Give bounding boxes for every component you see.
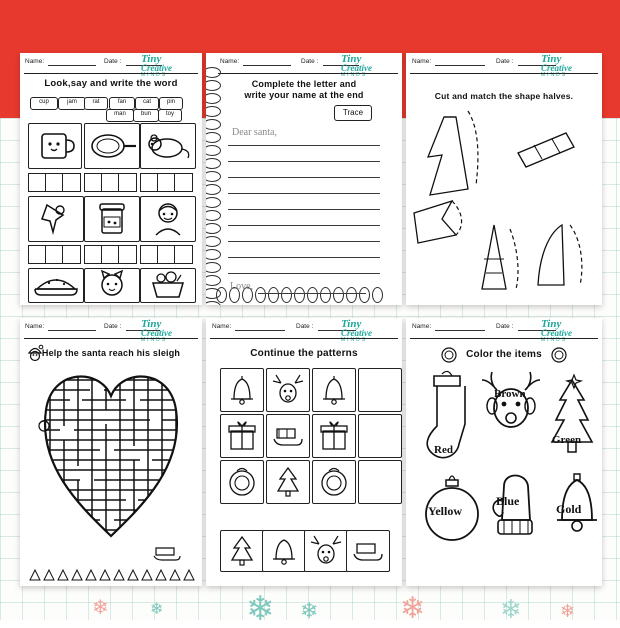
brand-line2: Creative: [541, 63, 572, 73]
bell-icon: [313, 369, 355, 411]
writing-line[interactable]: [228, 209, 380, 210]
name-line[interactable]: [435, 330, 485, 331]
snowflake-icon: ❄: [92, 597, 109, 619]
answer-cell[interactable]: [62, 173, 81, 192]
pattern-cell: [312, 414, 356, 458]
pattern-cell: [266, 460, 310, 504]
sleigh-icon: [267, 415, 309, 457]
gift-icon: [313, 415, 355, 457]
worksheet-continue-the-patterns[interactable]: [206, 318, 402, 586]
spiral-binding: [206, 67, 219, 305]
brand-line3: MINDS: [341, 337, 368, 343]
mug-icon: [29, 124, 81, 168]
brand-line3: MINDS: [141, 72, 168, 78]
answer-cell[interactable]: [118, 173, 137, 192]
pattern-answer-cell[interactable]: [358, 414, 402, 458]
trace-button-label: Trace: [342, 108, 364, 117]
date-label: Date :: [296, 323, 314, 330]
writing-line[interactable]: [228, 161, 380, 162]
brand-line1: Tiny: [141, 318, 162, 330]
bun-icon: [29, 269, 83, 302]
snowflake-icon: ❄: [500, 594, 522, 624]
picture-box: [140, 268, 196, 303]
answer-cell[interactable]: [174, 173, 193, 192]
candy-cane-half-shape: [518, 133, 574, 167]
worksheet-cut-and-match[interactable]: [406, 53, 602, 305]
picture-box: [84, 268, 140, 303]
cutout-cell[interactable]: [304, 530, 348, 572]
name-line[interactable]: [48, 330, 96, 331]
writing-line[interactable]: [228, 257, 380, 258]
jam-jar-icon: [85, 197, 139, 241]
pattern-cell: [266, 414, 310, 458]
color-label: Green: [552, 434, 582, 446]
picture-box: [140, 196, 196, 242]
pin-icon: [29, 197, 83, 241]
sleigh-icon: [347, 531, 389, 571]
writing-line[interactable]: [228, 225, 380, 226]
trace-button[interactable]: [334, 105, 372, 121]
color-label: Yellow: [428, 504, 462, 518]
word-chip[interactable]: man: [106, 109, 134, 122]
pattern-cell: [220, 460, 264, 504]
brand-logo: [341, 320, 399, 346]
brand-logo: [541, 320, 599, 346]
picture-box: [140, 123, 196, 169]
brand-line2: Creative: [141, 63, 172, 73]
brand-line1: Tiny: [341, 53, 362, 65]
wreath-icon: [221, 461, 263, 503]
wreath-icon: [550, 346, 568, 364]
cut-and-match-shapes: [406, 109, 602, 301]
rat-icon: [141, 124, 195, 168]
worksheet-title: Help the santa reach his sleigh: [41, 348, 181, 358]
mitten-icon: [486, 468, 544, 554]
snowflake-icon: ❄: [400, 592, 426, 625]
brand-logo: [541, 55, 599, 81]
writing-line[interactable]: [228, 145, 380, 146]
name-line[interactable]: [235, 330, 285, 331]
name-line[interactable]: [243, 65, 291, 66]
name-label: Name:: [412, 323, 432, 330]
pan-icon: [85, 124, 139, 168]
date-label: Date :: [301, 58, 319, 65]
color-label: Red: [434, 444, 453, 456]
snowflake-icon: ❄: [150, 601, 164, 618]
name-label: Name:: [412, 58, 432, 65]
cutout-cell[interactable]: [220, 530, 264, 572]
bell-half-shape: [538, 225, 582, 285]
writing-line[interactable]: [228, 273, 380, 274]
toy-basket-icon: [141, 269, 195, 302]
brand-line1: Tiny: [541, 53, 562, 65]
writing-line[interactable]: [228, 193, 380, 194]
name-line[interactable]: [48, 65, 96, 66]
color-label: Brown: [494, 388, 526, 400]
brand-line3: MINDS: [541, 72, 568, 78]
date-label: Date :: [496, 58, 514, 65]
word-chip[interactable]: jam: [58, 97, 86, 110]
word-chip[interactable]: pin: [159, 97, 183, 110]
bottom-decoration: [24, 566, 198, 582]
worksheet-letter-to-santa[interactable]: [206, 53, 402, 305]
answer-cell[interactable]: [118, 245, 137, 264]
name-label: Name:: [25, 323, 45, 330]
name-label: Name:: [212, 323, 232, 330]
word-chip[interactable]: rat: [84, 97, 108, 110]
tree-half-left-shape: [428, 111, 478, 195]
brand-line2: Creative: [141, 328, 172, 338]
tree-half-small-shape: [482, 225, 518, 289]
worksheet-title: Color the items: [466, 349, 542, 360]
brand-line1: Tiny: [341, 318, 362, 330]
answer-cell[interactable]: [174, 245, 193, 264]
pattern-answer-cell[interactable]: [358, 368, 402, 412]
name-label: Name:: [220, 58, 240, 65]
writing-line[interactable]: [228, 241, 380, 242]
picture-box: [84, 123, 140, 169]
color-label: Gold: [556, 502, 582, 516]
pattern-cell: [312, 460, 356, 504]
brand-line1: Tiny: [541, 318, 562, 330]
brand-line1: Tiny: [141, 53, 162, 65]
name-line[interactable]: [435, 65, 485, 66]
picture-box: [28, 268, 84, 303]
tree-icon: [267, 461, 309, 503]
word-chip[interactable]: cat: [135, 97, 159, 110]
salutation-text: Dear santa,: [232, 127, 277, 138]
word-chip[interactable]: toy: [158, 109, 182, 122]
snowflake-icon: ❄: [560, 601, 576, 621]
star-half-shape: [414, 201, 462, 243]
maze: [30, 366, 192, 551]
pattern-cell: [220, 414, 264, 458]
brand-line2: Creative: [541, 328, 572, 338]
worksheet-title-line1: Complete the letter and: [251, 79, 357, 89]
brand-line3: MINDS: [341, 72, 368, 78]
writing-line[interactable]: [228, 177, 380, 178]
bell-icon: [263, 531, 305, 571]
tree-icon: [221, 531, 263, 571]
brand-logo: [341, 55, 399, 81]
wreath-icon: [313, 461, 355, 503]
signature-line[interactable]: [258, 293, 366, 294]
gift-icon: [221, 415, 263, 457]
word-chip[interactable]: cup: [30, 97, 58, 110]
brand-line2: Creative: [341, 63, 372, 73]
pattern-cell: [312, 368, 356, 412]
closing-text: Love,: [230, 281, 254, 292]
snowflake-icon: ❄: [300, 598, 319, 623]
worksheet-title: Cut and match the shape halves.: [434, 91, 574, 101]
worksheet-write-the-word[interactable]: [20, 53, 202, 305]
snowflake-icon: ❄: [246, 590, 275, 628]
pattern-cell: [266, 368, 310, 412]
brand-line2: Creative: [341, 328, 372, 338]
man-icon: [141, 197, 195, 241]
worksheet-title: Look,say and write the word: [44, 78, 178, 89]
worksheet-title: Continue the patterns: [250, 348, 358, 359]
worksheet-title-line2: write your name at the end: [244, 90, 364, 100]
brand-logo: [141, 320, 199, 346]
bell-icon: [221, 369, 263, 411]
santa-start-icon: [36, 418, 52, 434]
cat-icon: [85, 269, 139, 302]
name-label: Name:: [25, 58, 45, 65]
cutout-cell[interactable]: [346, 530, 390, 572]
answer-cell[interactable]: [62, 245, 81, 264]
date-label: Date :: [104, 323, 122, 330]
worksheet-color-the-items[interactable]: [406, 318, 602, 586]
color-label: Blue: [496, 494, 520, 508]
worksheet-santa-maze[interactable]: [20, 318, 202, 586]
cutout-cell[interactable]: [262, 530, 306, 572]
date-label: Date :: [104, 58, 122, 65]
picture-box: [84, 196, 140, 242]
tree-icon: [546, 374, 598, 460]
reindeer-head-icon: [480, 368, 542, 438]
brand-line3: MINDS: [541, 337, 568, 343]
sleigh-icon: [152, 544, 182, 562]
pattern-answer-cell[interactable]: [358, 460, 402, 504]
reindeer-icon: [305, 531, 347, 571]
pattern-cell: [220, 368, 264, 412]
picture-box: [28, 196, 84, 242]
brand-line3: MINDS: [141, 337, 168, 343]
word-chip[interactable]: fan: [109, 97, 135, 110]
word-chip[interactable]: bun: [133, 109, 159, 122]
date-label: Date :: [496, 323, 514, 330]
picture-box: [28, 123, 82, 169]
reindeer-icon: [267, 369, 309, 411]
